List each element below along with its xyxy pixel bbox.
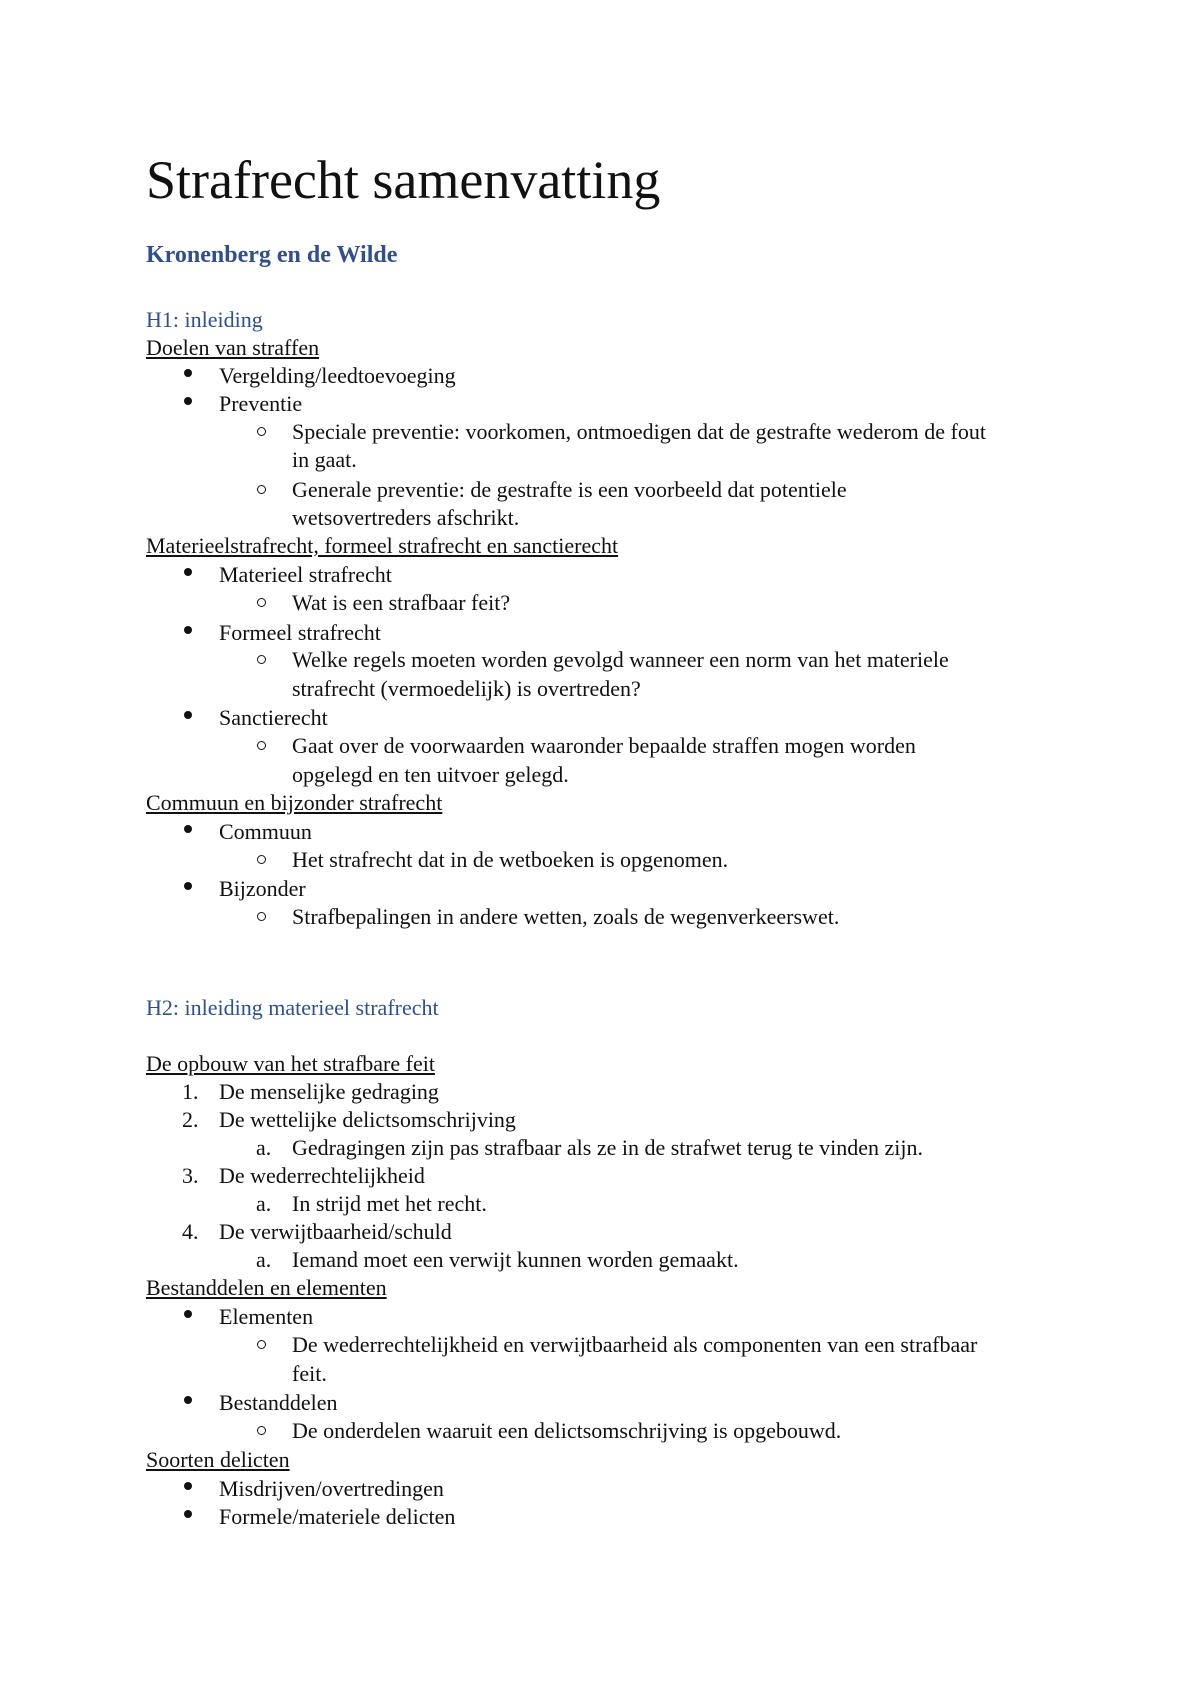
- list-item: De verwijtbaarheid/schuld: [219, 1219, 452, 1244]
- section-heading-bestanddelen: Bestanddelen en elementen: [146, 1275, 387, 1300]
- circle-bullet-icon: [257, 855, 266, 864]
- list-item: Materieel strafrecht: [219, 562, 392, 587]
- circle-bullet-icon: [257, 912, 266, 921]
- list-item: De wettelijke delictsomschrijving: [219, 1107, 516, 1132]
- list-letter: a.: [256, 1191, 272, 1216]
- circle-bullet-icon: [257, 741, 266, 750]
- sub-list-item: Iemand moet een verwijt kunnen worden gemaakt.: [292, 1247, 739, 1272]
- list-item: Misdrijven/overtredingen: [219, 1476, 444, 1501]
- document-subtitle: Kronenberg en de Wilde: [146, 242, 398, 268]
- bullet-icon: [184, 397, 192, 405]
- circle-bullet-icon: [257, 598, 266, 607]
- section-heading-soorten: Soorten delicten: [146, 1447, 290, 1472]
- list-item: Bestanddelen: [219, 1390, 338, 1415]
- section-heading-commuun: Commuun en bijzonder strafrecht: [146, 790, 443, 815]
- bullet-icon: [184, 882, 192, 890]
- list-item: Commuun: [219, 819, 312, 844]
- bullet-icon: [184, 1482, 192, 1490]
- document-title: Strafrecht samenvatting: [146, 150, 661, 210]
- circle-bullet-icon: [257, 1340, 266, 1349]
- sub-list-item: Wat is een strafbaar feit?: [292, 590, 511, 615]
- sub-list-item: Speciale preventie: voorkomen, ontmoedigen dat de gestrafte wederom de fout: [292, 419, 986, 444]
- sub-list-item: Welke regels moeten worden gevolgd wanneer een norm van het materiele: [292, 647, 949, 672]
- sub-list-item-continuation: in gaat.: [292, 447, 357, 472]
- list-letter: a.: [256, 1247, 272, 1272]
- sub-list-item: Het strafrecht dat in de wetboeken is opgenomen.: [292, 847, 729, 872]
- sub-list-item: In strijd met het recht.: [292, 1191, 487, 1216]
- list-number: 3.: [182, 1163, 199, 1188]
- list-item: Sanctierecht: [219, 705, 328, 730]
- list-item: De wederrechtelijkheid: [219, 1163, 425, 1188]
- circle-bullet-icon: [257, 427, 266, 436]
- chapter-heading-h2: H2: inleiding materieel strafrecht: [146, 995, 439, 1020]
- list-letter: a.: [256, 1135, 272, 1160]
- bullet-icon: [184, 369, 192, 377]
- sub-list-item-continuation: opgelegd en ten uitvoer gelegd.: [292, 762, 569, 787]
- bullet-icon: [184, 1396, 192, 1404]
- bullet-icon: [184, 568, 192, 576]
- list-item: Bijzonder: [219, 876, 306, 901]
- sub-list-item: Generale preventie: de gestrafte is een voorbeeld dat potentiele: [292, 477, 847, 502]
- bullet-icon: [184, 825, 192, 833]
- list-item: Formele/materiele delicten: [219, 1504, 456, 1529]
- list-item: Elementen: [219, 1304, 314, 1329]
- list-number: 1.: [182, 1079, 199, 1104]
- list-item: Preventie: [219, 391, 303, 416]
- bullet-icon: [184, 711, 192, 719]
- bullet-icon: [184, 1310, 192, 1318]
- sub-list-item: Strafbepalingen in andere wetten, zoals de wegenverkeerswet.: [292, 904, 840, 929]
- list-number: 2.: [182, 1107, 199, 1132]
- sub-list-item-continuation: strafrecht (vermoedelijk) is overtreden?: [292, 676, 641, 701]
- chapter-heading-h1: H1: inleiding: [146, 307, 263, 332]
- list-item: De menselijke gedraging: [219, 1079, 439, 1104]
- sub-list-item: Gedragingen zijn pas strafbaar als ze in de strafwet terug te vinden zijn.: [292, 1135, 924, 1160]
- circle-bullet-icon: [257, 1426, 266, 1435]
- section-heading-materieel: Materieelstrafrecht, formeel strafrecht en sanctierecht: [146, 533, 619, 558]
- circle-bullet-icon: [257, 485, 266, 494]
- list-item: Formeel strafrecht: [219, 620, 381, 645]
- bullet-icon: [184, 1510, 192, 1518]
- list-number: 4.: [182, 1219, 199, 1244]
- section-heading-opbouw: De opbouw van het strafbare feit: [146, 1051, 435, 1076]
- sub-list-item: De onderdelen waaruit een delictsomschrijving is opgebouwd.: [292, 1418, 842, 1443]
- sub-list-item: De wederrechtelijkheid en verwijtbaarheid als componenten van een strafbaar: [292, 1332, 978, 1357]
- bullet-icon: [184, 626, 192, 634]
- list-item: Vergelding/leedtoevoeging: [219, 363, 456, 388]
- sub-list-item-continuation: feit.: [292, 1361, 327, 1386]
- sub-list-item-continuation: wetsovertreders afschrikt.: [292, 505, 520, 530]
- circle-bullet-icon: [257, 655, 266, 664]
- section-heading-doelen: Doelen van straffen: [146, 335, 320, 360]
- sub-list-item: Gaat over de voorwaarden waaronder bepaalde straffen mogen worden: [292, 733, 916, 758]
